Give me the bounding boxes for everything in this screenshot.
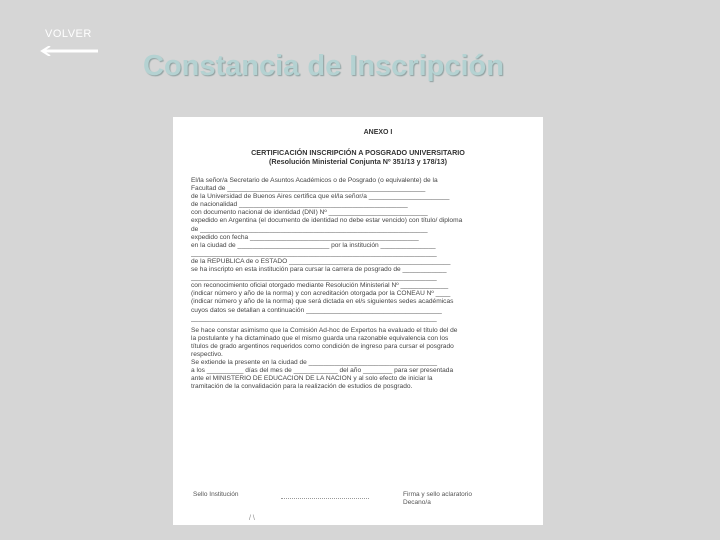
body-line: ___________________________________________________________________ bbox=[191, 274, 437, 282]
body-line: Se extiende la presente en la ciudad de ___________________________________ bbox=[191, 359, 438, 367]
signature-dean-label bbox=[403, 491, 472, 507]
annex-label: ANEXO I bbox=[363, 129, 393, 136]
document-image bbox=[173, 117, 543, 525]
body-line: respectivo. bbox=[191, 350, 223, 358]
page-title: Constancia de Inscripción bbox=[143, 50, 504, 82]
body-line: cuyos datos se detallan a continuación _____________________________________ bbox=[191, 306, 442, 314]
body-line: de la Universidad de Buenos Aires certifica que el/la señor/a ______________________ bbox=[191, 193, 450, 201]
body-line: (indicar número y año de la norma) y con acreditación otorgada por la CONEAU Nº ____ bbox=[191, 290, 451, 298]
body-line: Facultad de ______________________________________________________ bbox=[191, 185, 426, 193]
signature-dean-line-1: Firma y sello aclaratorio bbox=[403, 491, 472, 498]
back-button[interactable] bbox=[40, 28, 104, 56]
arrow-left-icon bbox=[40, 46, 100, 56]
body-line: de nacionalidad ______________________________________________ bbox=[191, 201, 408, 209]
body-line: expedido en Argentina (el documento de identidad no debe estar vencido) con título/ diploma bbox=[191, 217, 463, 225]
body-line: de ______________________________________________________________ bbox=[191, 225, 428, 233]
body-line: ___________________________________________________________________ bbox=[191, 314, 437, 322]
bottom-mark: / \ bbox=[249, 515, 255, 522]
certificate-title-line: CERTIFICACIÓN INSCRIPCIÓN A POSGRADO UNIVERSITARIO bbox=[251, 148, 465, 157]
body-line: ante el MINISTERIO DE EDUCACIÓN DE LA NACIÓN y al solo efecto de iniciar la bbox=[191, 375, 433, 383]
body-line: Se hace constar asimismo que la Comisión Ad-hoc de Expertos ha evaluado el título del de bbox=[191, 326, 458, 334]
certificate-body bbox=[191, 177, 533, 391]
signature-dean-line-2: Decano/a bbox=[403, 499, 431, 506]
signature-line bbox=[281, 498, 369, 499]
body-line: (indicar número y año de la norma) que será dictada en el/s siguientes sedes académicas bbox=[191, 298, 454, 306]
body-line: con reconocimiento oficial otorgado mediante Resolución Ministerial Nº _____________ bbox=[191, 282, 449, 290]
body-line: títulos de grado argentinos requeridos como condición de ingreso para cursar el posgrado bbox=[191, 342, 454, 350]
body-line: en la ciudad de _________________________ por la institución _______________ bbox=[191, 241, 436, 249]
body-line: la postulante y ha dictaminado que el mismo guarda una razonable equivalencia con los bbox=[191, 334, 449, 342]
certificate-subtitle-line: (Resolución Ministerial Conjunta Nº 351/13 y 178/13) bbox=[269, 157, 447, 166]
body-line: ___________________________________________________________________ bbox=[191, 249, 437, 257]
body-line: a los __________ días del mes de ____________ del año ________ para ser presentada bbox=[191, 367, 454, 375]
body-line: expedido con fecha ______________________________________________ bbox=[191, 233, 419, 241]
body-line: se ha inscripto en esta institución para cursar la carrera de posgrado de ____________ bbox=[191, 266, 447, 274]
certificate-title bbox=[173, 148, 543, 166]
body-line: de la REPÚBLICA de o ESTADO ____________________________________________ bbox=[191, 257, 451, 265]
body-line: con documento nacional de identidad (DNI) Nº ___________________________ bbox=[191, 209, 428, 217]
body-line: El/la señor/a Secretario de Asuntos Académicos o de Posgrado (o equivalente) de la bbox=[191, 177, 438, 184]
back-label: VOLVER bbox=[45, 28, 92, 40]
signature-stamp-label: Sello Institución bbox=[193, 491, 239, 498]
body-line: tramitación de la convalidación para la realización de estudios de posgrado. bbox=[191, 383, 413, 391]
